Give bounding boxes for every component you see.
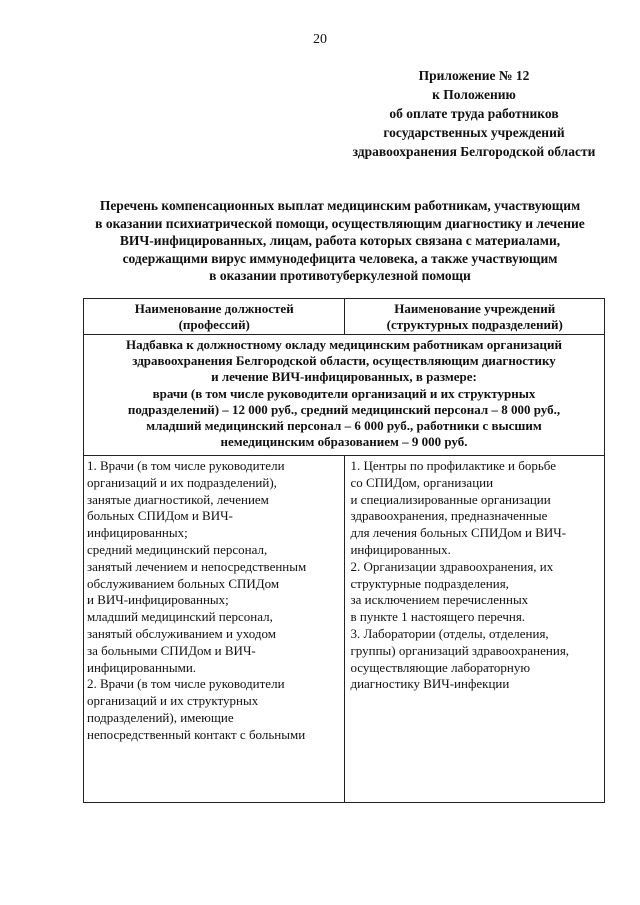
cell-line: и ВИЧ-инфицированных; (87, 592, 229, 608)
header-line: Наименование учреждений (394, 301, 556, 316)
cell-line: инфицированных; (87, 525, 188, 541)
section-header-row (84, 335, 605, 456)
section-line: врачи (в том числе руководители организаций и их структурных (152, 385, 536, 401)
cell-line: для лечения больных СПИДом и ВИЧ- (350, 525, 567, 541)
cell-line: организаций и их структурных (87, 693, 259, 709)
cell-line: инфицированных. (350, 541, 451, 557)
cell-line: обслуживанием больных СПИДом (87, 575, 280, 591)
cell-line: занятые диагностикой, лечением (87, 491, 269, 507)
cell-line: 2. Врачи (в том числе руководители (87, 676, 285, 692)
page-number: 20 (313, 32, 327, 47)
cell-line: здравоохранения, предназначенные (350, 508, 548, 524)
table-header-row (84, 299, 605, 335)
appendix-line: об оплате труда работников (389, 106, 559, 121)
header-positions (84, 299, 345, 335)
section-line: здравоохранения Белгородской области, осуществляющим диагностику (132, 353, 556, 369)
title-line: в оказании противотуберкулезной помощи (209, 268, 471, 283)
cell-line: осуществляющие лабораторную (350, 659, 531, 675)
cell-line: подразделений), имеющие (87, 709, 234, 725)
allowance-description (84, 335, 605, 456)
cell-line: группы) организаций здравоохранения, (350, 642, 570, 658)
document-title (80, 197, 600, 285)
cell-line: средний медицинский персонал, (87, 541, 268, 557)
section-line: младший медицинский персонал – 6 000 руб., работники с высшим (146, 418, 542, 434)
cell-line: 3. Лаборатории (отделы, отделения, (350, 625, 549, 641)
cell-line: 1. Центры по профилактике и борьбе (350, 458, 556, 473)
cell-line: занятый лечением и непосредственным (87, 558, 307, 574)
cell-line: организаций и их подразделений), (87, 474, 277, 490)
appendix-line: к Положению (432, 87, 516, 102)
cell-line: за больными СПИДом и ВИЧ- (87, 642, 256, 658)
cell-line: 1. Врачи (в том числе руководители (87, 458, 285, 473)
section-line: и лечение ВИЧ-инфицированных, в размере: (211, 369, 477, 385)
appendix-line: Приложение № 12 (418, 68, 530, 83)
cell-line: младший медицинский персонал, (87, 609, 273, 625)
header-line: Наименование должностей (134, 301, 294, 316)
appendix-line: здравоохранения Белгородской области (352, 144, 596, 159)
title-line: ВИЧ-инфицированных, лицам, работа которых связана с материалами, (119, 233, 561, 248)
cell-line: непосредственный контакт с больными (87, 726, 306, 742)
section-line: немедицинским образованием – 9 000 руб. (220, 434, 468, 450)
cell-line: за исключением перечисленных (350, 592, 529, 608)
title-line: в оказании психиатрической помощи, осуществляющим диагностику и лечение (95, 215, 585, 231)
cell-line: инфицированными. (87, 659, 197, 675)
section-line: подразделений) – 12 000 руб., средний медицинский персонал – 8 000 руб., (127, 401, 561, 417)
cell-line: больных СПИДом и ВИЧ- (87, 508, 233, 524)
title-line: Перечень компенсационных выплат медицинским работникам, участвующим (99, 198, 581, 213)
positions-cell (84, 456, 345, 803)
cell-line: диагностику ВИЧ-инфекции (350, 676, 510, 692)
header-institutions (345, 299, 605, 335)
cell-line: и специализированные организации (350, 491, 551, 507)
cell-line: структурные подразделения, (350, 575, 509, 591)
cell-line: 2. Организации здравоохранения, их (350, 558, 554, 574)
header-line: (структурных подразделений) (386, 316, 563, 332)
table-row (84, 456, 605, 803)
cell-line: со СПИДом, организации (350, 474, 494, 490)
cell-line: в пункте 1 настоящего перечня. (350, 609, 526, 625)
appendix-heading (330, 66, 618, 161)
cell-line: занятый обслуживанием и уходом (87, 625, 276, 641)
appendix-line: государственных учреждений (383, 125, 565, 140)
header-line: (профессий) (178, 316, 250, 332)
compensation-table (83, 298, 605, 803)
institutions-cell (345, 456, 605, 803)
section-line: Надбавка к должностному окладу медицинским работникам организаций (125, 337, 563, 352)
title-line: содержащими вирус иммунодефицита человека, а также участвующим (122, 250, 558, 266)
